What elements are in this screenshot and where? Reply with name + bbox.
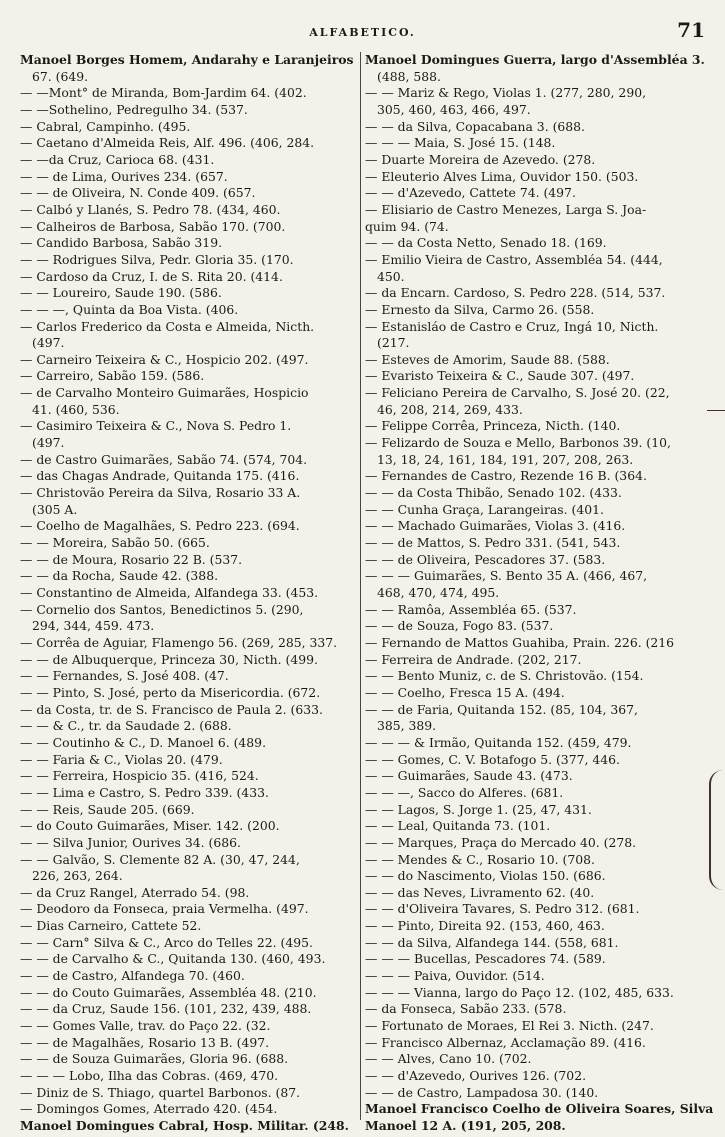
directory-columns <box>20 52 714 1133</box>
directory-entry-line: — — d'Azevedo, Cattete 74. (497. <box>365 185 576 201</box>
directory-entry-line: — Cabral, Campinho. (495. <box>20 118 191 134</box>
directory-entry-line: — — de Souza, Fogo 83. (537. <box>365 618 554 634</box>
directory-entry-line: — Cardoso da Cruz, I. de S. Rita 20. (414. <box>20 268 283 284</box>
directory-entry-line: — —Sothelino, Pedregulho 34. (537. <box>20 101 248 117</box>
directory-entry-line: — — Faria & C., Violas 20. (479. <box>20 751 223 767</box>
directory-entry-line: 385, 389. <box>377 718 437 734</box>
directory-entry-line: Manoel Domingues Cabral, Hosp. Militar. (248. <box>20 1118 349 1133</box>
directory-entry-line: — Estanisláo de Castro e Cruz, Ingá 10, Nicth. <box>365 318 659 334</box>
directory-entry-line: — — Mendes & C., Rosario 10. (708. <box>365 851 595 867</box>
directory-entry-line: — — Pinto, Direita 92. (153, 460, 463. <box>365 918 605 934</box>
directory-entry-line: — Fernando de Mattos Guahiba, Prain. 226. (216 <box>365 634 675 650</box>
directory-entry-line: — — Loureiro, Saude 190. (586. <box>20 285 222 301</box>
directory-entry-line: — — de Oliveira, Pescadores 37. (583. <box>365 551 606 567</box>
directory-entry-line: — Coelho de Magalhães, S. Pedro 223. (694. <box>20 518 300 534</box>
directory-entry-line: — — das Neves, Livramento 62. (40. <box>365 884 595 900</box>
directory-entry-line: — Candido Barbosa, Sabão 319. <box>20 235 223 251</box>
directory-entry-line: — Carreiro, Sabão 159. (586. <box>20 368 205 384</box>
directory-entry-line: — Corrêa de Aguiar, Flamengo 56. (269, 285, 337. <box>20 634 338 650</box>
directory-entry-line: — — da Cruz, Saude 156. (101, 232, 439, 488. <box>20 1001 312 1017</box>
directory-entry-line: 468, 470, 474, 495. <box>377 585 500 600</box>
directory-entry-line: — — Lagos, S. Jorge 1. (25, 47, 431. <box>365 801 592 817</box>
directory-entry-line: — — Ferreira, Hospicio 35. (416, 524. <box>20 768 259 784</box>
directory-entry-line: — — Machado Guimarães, Violas 3. (416. <box>365 518 626 534</box>
directory-entry-line: — — — Maia, S. José 15. (148. <box>365 135 556 151</box>
directory-entry-line: Manoel 12 A. (191, 205, 208. <box>365 1118 566 1133</box>
directory-entry-line: 67. (649. <box>32 68 89 84</box>
directory-entry-line: — — Pinto, S. José, perto da Misericordia. (672. <box>20 684 321 700</box>
directory-entry-line: — Ferreira de Andrade. (202, 217. <box>365 651 582 667</box>
directory-entry-line: — Caetano d'Almeida Reis, Alf. 496. (406, 284. <box>20 135 315 151</box>
directory-entry-line: — Felizardo de Souza e Mello, Barbonos 39. (10, <box>365 435 671 451</box>
directory-entry-line: (305 A. <box>32 501 78 517</box>
directory-entry-line: — de Carvalho Monteiro Guimarães, Hospicio <box>20 385 309 401</box>
directory-entry-line: — — Coutinho & C., D. Manoel 6. (489. <box>20 734 267 750</box>
directory-entry-line: — Casimiro Teixeira & C., Nova S. Pedro 1. <box>20 418 292 434</box>
directory-entry-line: Manoel Domingues Guerra, largo d'Assembléa 3. <box>365 52 705 67</box>
directory-entry-line: — — — Guimarães, S. Bento 35 A. (466, 467, <box>365 568 648 584</box>
directory-entry-line: — — Gomes, C. V. Botafogo 5. (377, 446. <box>365 751 620 767</box>
left-column <box>20 52 360 1133</box>
directory-entry-line: — Emilio Vieira de Castro, Assembléa 54. (444, <box>365 251 663 267</box>
directory-entry-line: — Felippe Corrêa, Princeza, Nicth. (140. <box>365 418 621 434</box>
directory-entry-line: 13, 18, 24, 161, 184, 191, 207, 208, 263. <box>377 451 634 467</box>
directory-entry-line: — — de Carvalho & C., Quitanda 130. (460, 493. <box>20 951 326 967</box>
directory-entry-line: — Duarte Moreira de Azevedo. (278. <box>365 151 596 167</box>
directory-entry-line: (497. <box>32 435 65 451</box>
directory-entry-line: — Diniz de S. Thiago, quartel Barbonos. (87. <box>20 1084 301 1100</box>
directory-entry-line: 46, 208, 214, 269, 433. <box>377 401 523 417</box>
directory-entry-line: — — Fernandes, S. José 408. (47. <box>20 668 229 684</box>
directory-entry-line: — — Cunha Graça, Larangeiras. (401. <box>365 501 604 517</box>
directory-entry-line: — — Marques, Praça do Mercado 40. (278. <box>365 834 637 850</box>
directory-entry-line: — de Castro Guimarães, Sabão 74. (574, 704. <box>20 451 308 467</box>
directory-entry-line: — — Silva Junior, Ourives 34. (686. <box>20 834 241 850</box>
directory-entry-line: — Fortunato de Moraes, El Rei 3. Nicth. (247. <box>365 1018 654 1034</box>
directory-entry-line: — — Alves, Cano 10. (702. <box>365 1051 532 1067</box>
directory-entry-line: quim 94. (74. <box>365 218 449 234</box>
directory-entry-line: — — — Bucellas, Pescadores 74. (589. <box>365 951 606 967</box>
directory-entry-line: — — de Souza Guimarães, Gloria 96. (688. <box>20 1051 289 1067</box>
directory-entry-line: — Domingos Gomes, Aterrado 420. (454. <box>20 1101 278 1117</box>
directory-entry-line: — — Ramôa, Assembléa 65. (537. <box>365 601 577 617</box>
directory-entry-line: — — de Moura, Rosario 22 B. (537. <box>20 551 243 567</box>
directory-entry-line: — — d'Azevedo, Ourives 126. (702. <box>365 1068 587 1084</box>
directory-entry-line: — — — & Irmão, Quitanda 152. (459, 479. <box>365 734 632 750</box>
directory-entry-line: Manoel Francisco Coelho de Oliveira Soares, Silva <box>365 1101 714 1117</box>
directory-entry-line: — — Carn° Silva & C., Arco do Telles 22. (495. <box>20 934 313 950</box>
directory-entry-line: — das Chagas Andrade, Quitanda 175. (416. <box>20 468 300 484</box>
directory-entry-line: (497. <box>32 335 65 351</box>
directory-entry-line: — — Lima e Castro, S. Pedro 339. (433. <box>20 784 269 800</box>
directory-entry-line: — Cornelio dos Santos, Benedictinos 5. (290, <box>20 601 304 617</box>
directory-entry-line: — — da Silva, Alfandega 144. (558, 681. <box>365 934 619 950</box>
running-head: ALFABETICO. <box>309 26 416 39</box>
directory-entry-line: — Francisco Albernaz, Acclamação 89. (416. <box>365 1034 646 1050</box>
directory-entry-line: — — de Oliveira, N. Conde 409. (657. <box>20 185 256 201</box>
directory-entry-line: — — Galvão, S. Clemente 82 A. (30, 47, 244, <box>20 851 300 867</box>
directory-entry-line: — — Gomes Valle, trav. do Paço 22. (32. <box>20 1018 271 1034</box>
directory-entry-line: — da Encarn. Cardoso, S. Pedro 228. (514, 537. <box>365 285 666 301</box>
directory-entry-line: — — de Faria, Quitanda 152. (85, 104, 367, <box>365 701 638 717</box>
directory-entry-line: — — de Castro, Lampadosa 30. (140. <box>365 1084 599 1100</box>
directory-entry-line: — Elisiario de Castro Menezes, Larga S. Joa- <box>365 201 647 217</box>
directory-entry-line: — — Bento Muniz, c. de S. Christovão. (154. <box>365 668 644 684</box>
directory-entry-line: 41. (460, 536. <box>32 401 120 417</box>
directory-entry-line: — — —, Sacco do Alferes. (681. <box>365 784 564 800</box>
directory-entry-line: — — —, Quinta da Boa Vista. (406. <box>20 301 239 317</box>
directory-entry-line: — — & C., tr. da Saudade 2. (688. <box>20 718 232 734</box>
directory-entry-line: — — — Paiva, Ouvidor. (514. <box>365 968 545 984</box>
directory-entry-line: Manoel Borges Homem, Andarahy e Laranjeiros <box>20 52 354 67</box>
directory-entry-line: — — de Mattos, S. Pedro 331. (541, 543. <box>365 535 621 551</box>
directory-entry-line: — — de Castro, Alfandega 70. (460. <box>20 968 245 984</box>
directory-entry-line: — da Fonseca, Sabão 233. (578. <box>365 1001 567 1017</box>
directory-entry-line: (217. <box>377 335 410 351</box>
directory-entry-line: — — da Costa Thibão, Senado 102. (433. <box>365 485 622 501</box>
directory-entry-line: — Eleuterio Alves Lima, Ouvidor 150. (503. <box>365 168 639 184</box>
directory-entry-line: — Carlos Frederico da Costa e Almeida, Nicth. <box>20 318 315 334</box>
directory-entry-line: — — Leal, Quitanda 73. (101. <box>365 818 551 834</box>
directory-entry-line: — —da Cruz, Carioca 68. (431. <box>20 151 215 167</box>
directory-entry-line: — — Moreira, Sabão 50. (665. <box>20 535 210 551</box>
directory-entry-line: — do Couto Guimarães, Miser. 142. (200. <box>20 818 280 834</box>
directory-entry-line: — — Mariz & Rego, Violas 1. (277, 280, 290, <box>365 85 647 101</box>
directory-entry-line: — — da Rocha, Saude 42. (388. <box>20 568 219 584</box>
directory-entry-line: — — Coelho, Fresca 15 A. (494. <box>365 684 565 700</box>
directory-entry-line: — — d'Oliveira Tavares, S. Pedro 312. (681. <box>365 901 640 917</box>
margin-mark <box>707 410 725 411</box>
directory-entry-line: — Ernesto da Silva, Carmo 26. (558. <box>365 301 595 317</box>
right-column <box>361 52 714 1133</box>
page-header <box>20 18 705 44</box>
directory-entry-line: — Deodoro da Fonseca, praia Vermelha. (497. <box>20 901 309 917</box>
directory-entry-line: — — da Silva, Copacabana 3. (688. <box>365 118 585 134</box>
directory-entry-line: — — do Couto Guimarães, Assembléa 48. (210. <box>20 984 317 1000</box>
directory-entry-line: — — de Albuquerque, Princeza 30, Nicth. (499. <box>20 651 318 667</box>
directory-entry-line: — —Mont° de Miranda, Bom-Jardim 64. (402. <box>20 85 307 101</box>
directory-entry-line: — — Reis, Saude 205. (669. <box>20 801 195 817</box>
directory-entry-line: — Feliciano Pereira de Carvalho, S. José 20. (22, <box>365 385 670 401</box>
directory-entry-line: — Constantino de Almeida, Alfandega 33. (453. <box>20 585 319 600</box>
directory-entry-line: — Fernandes de Castro, Rezende 16 B. (364. <box>365 468 647 484</box>
directory-entry-line: 294, 344, 459. 473. <box>32 618 155 634</box>
directory-entry-line: — — de Magalhães, Rosario 13 B. (497. <box>20 1034 270 1050</box>
directory-entry-line: — — do Nascimento, Violas 150. (686. <box>365 868 606 884</box>
directory-entry-line: — da Cruz Rangel, Aterrado 54. (98. <box>20 884 250 900</box>
directory-entry-line: 305, 460, 463, 466, 497. <box>377 101 531 117</box>
directory-entry-line: — Calheiros de Barbosa, Sabão 170. (700. <box>20 218 286 234</box>
directory-entry-line: (488, 588. <box>377 68 441 84</box>
directory-entry-line: 450. <box>377 268 405 284</box>
page-number: 71 <box>677 18 705 42</box>
directory-entry-line: — — — Lobo, Ilha das Cobras. (469, 470. <box>20 1068 279 1084</box>
margin-bracket <box>709 770 725 890</box>
directory-entry-line: — — de Lima, Ourives 234. (657. <box>20 168 228 184</box>
directory-entry-line: — Calbó y Llanés, S. Pedro 78. (434, 460. <box>20 201 281 217</box>
directory-entry-line: — — — Vianna, largo do Paço 12. (102, 485, 633. <box>365 984 674 1000</box>
directory-entry-line: — — Rodrigues Silva, Pedr. Gloria 35. (170. <box>20 251 294 267</box>
directory-entry-line: — — Guimarães, Saude 43. (473. <box>365 768 573 784</box>
directory-entry-line: 226, 263, 264. <box>32 868 123 884</box>
directory-entry-line: — Evaristo Teixeira & C., Saude 307. (497. <box>365 368 635 384</box>
directory-entry-line: — da Costa, tr. de S. Francisco de Paula 2. (633. <box>20 701 323 717</box>
directory-entry-line: — — da Costa Netto, Senado 18. (169. <box>365 235 607 251</box>
directory-entry-line: — Carneiro Teixeira & C., Hospicio 202. (497. <box>20 351 309 367</box>
directory-entry-line: — Christovão Pereira da Silva, Rosario 33 A. <box>20 485 301 501</box>
directory-entry-line: — Dias Carneiro, Cattete 52. <box>20 918 202 934</box>
directory-entry-line: — Esteves de Amorim, Saude 88. (588. <box>365 351 610 367</box>
